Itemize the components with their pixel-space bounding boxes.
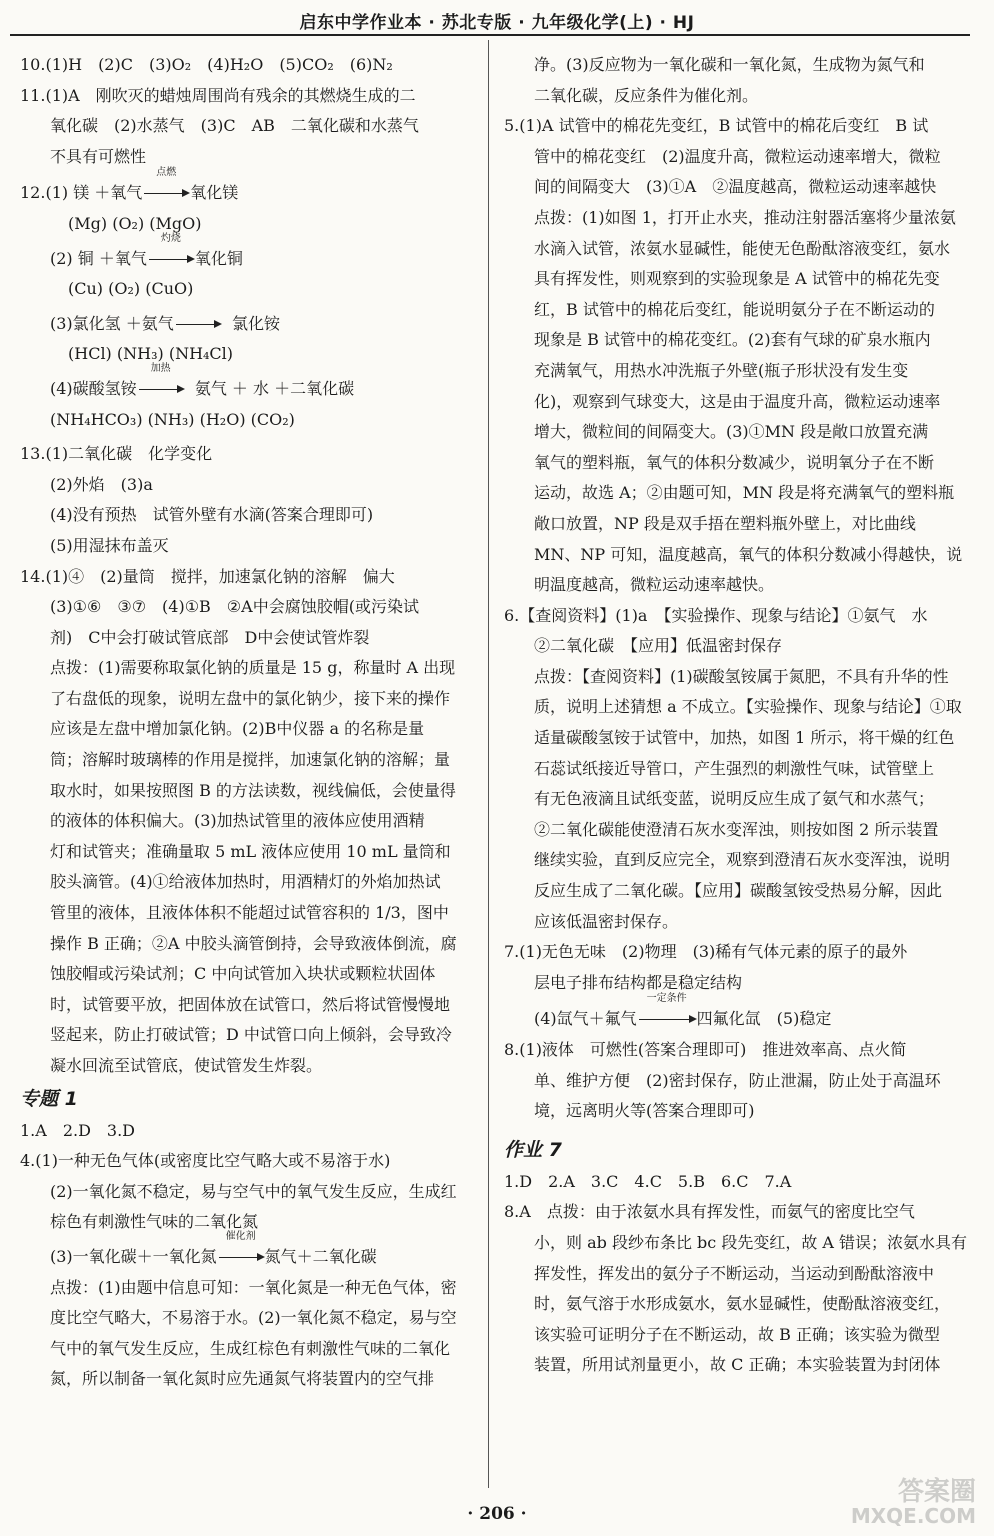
arrow-icon [149, 259, 193, 260]
answer-line: 剂) C中会打破试管底部 D中会使试管炸裂 [50, 627, 370, 647]
equation-reactants: (3)一氧化碳＋一氧化氮 [50, 1246, 217, 1266]
equation-line [504, 993, 976, 1035]
column-divider [488, 40, 489, 1488]
explanation-line: 氮，所以制备一氧化氮时应先通氮气将装置内的空气排 [50, 1369, 435, 1389]
explanation-line: 质，说明上述猜想 a 不成立。【实验操作、现象与结论】①取 [534, 697, 962, 717]
explanation-line: 灯和试管夹；准确量取 5 mL 液体应使用 10 mL 量筒和 [50, 841, 451, 861]
answer-line: 1.A 2.D 3.D [20, 1120, 136, 1140]
left-column [20, 50, 488, 1395]
explanation-line: 应该是左盘中增加氯化钠。(2)B中仪器 a 的名称是量 [50, 719, 425, 739]
explanation-line: 该实验可证明分子在不断运动，故 B 正确；该实验为微型 [534, 1324, 940, 1344]
equation-reactants: (4)碳酸氢铵 [50, 378, 137, 398]
explanation-line: 明温度越高，微粒运动速率越快。 [534, 575, 775, 595]
equation-products: 氨气 ＋ 水 ＋二氧化碳 [194, 378, 355, 398]
answer-line: 6.【查阅资料】(1)a 【实验操作、现象与结论】①氨气 水 [504, 605, 928, 625]
answer-line: 4.(1)一种无色气体(或密度比空气略大或不易溶于水) [20, 1151, 391, 1171]
watermark-line: MXQE.COM [850, 1504, 976, 1528]
answer-line: (2)一氧化氮不稳定，易与空气中的氧气发生反应，生成红 [50, 1181, 457, 1201]
equation-products: 氮气＋二氧化碳 [264, 1246, 377, 1266]
answer-line: 单、维护方便 (2)密封保存，防止泄漏，防止处于高温环 [534, 1070, 941, 1090]
reaction-arrow [174, 309, 222, 340]
explanation-line: 筒；溶解时玻璃棒的作用是搅拌，加速氯化钠的溶解；量 [50, 750, 451, 770]
answer-line: 1.D 2.A 3.C 4.C 5.B 6.C 7.A [504, 1171, 792, 1191]
formula-line: (Cu) (O₂) (CuO) [68, 279, 194, 299]
answer-line: 层电子排布结构都是稳定结构 [534, 972, 743, 992]
answer-line: (5)用湿抹布盖灭 [50, 535, 169, 555]
reaction-condition: 加热 [150, 362, 171, 374]
watermark [826, 1477, 976, 1530]
answer-line: 不具有可燃性 [50, 146, 147, 166]
answer-line: (4)没有预热 试管外壁有水滴(答案合理即可) [50, 505, 374, 525]
explanation-line: 敞口放置，NP 段是双手捂在塑料瓶外壁上，对比曲线 [534, 513, 916, 533]
reaction-arrow [147, 232, 195, 275]
answer-line: 13.(1)二氧化碳 化学变化 [20, 444, 213, 464]
explanation-line: 度比空气略大，不易溶于水。(2)一氧化氮不稳定，易与空 [50, 1308, 457, 1328]
answer-line: 7.(1)无色无味 (2)物理 (3)稀有气体元素的原子的最外 [504, 942, 908, 962]
explanation-line: 时，试管要平放，把固体放在试管口，然后将试管慢慢地 [50, 994, 451, 1014]
arrow-icon [639, 1019, 695, 1020]
answer-line: (2)外焰 (3)a [50, 474, 153, 494]
explanation-line: ②二氧化碳能使澄清石灰水变浑浊，则按如图 2 所示装置 [534, 819, 939, 839]
answer-line: 氧化碳 (2)水蒸气 (3)C AB 二氧化碳和水蒸气 [50, 116, 419, 136]
reaction-condition: 点燃 [156, 167, 177, 179]
explanation-line: 了右盘低的现象，说明左盘中的氯化钠少，接下来的操作 [50, 688, 451, 708]
explanation-line: 气中的氧气发生反应，生成红棕色有刺激性气味的二氧化 [50, 1338, 451, 1358]
explanation-line: 胶头滴管。(4)①给液体加热时，用酒精灯的外焰加热试 [50, 872, 441, 892]
equation-line [20, 309, 488, 340]
equation-line [20, 232, 488, 275]
arrow-icon [144, 193, 188, 194]
reaction-arrow [637, 993, 697, 1035]
arrow-icon [139, 389, 183, 390]
answer-line: 11.(1)A 刚吹灭的蜡烛周围尚有残余的其燃烧生成的二 [20, 85, 416, 105]
header-rule [10, 34, 970, 36]
explanation-line: 点拨：(1)需要称取氯化钠的质量是 15 g，称量时 A 出现 [50, 658, 456, 678]
section-heading: 作业 7 [504, 1138, 562, 1161]
answer-line: 管中的棉花变红 (2)温度升高，微粒运动速率增大，微粒 [534, 146, 941, 166]
answer-line: (3)①⑥ ③⑦ (4)①B ②A中会腐蚀胶帽(或污染试 [50, 597, 419, 617]
explanation-line: 具有挥发性，则观察到的实验现象是 A 试管中的棉花先变 [534, 269, 940, 289]
equation-line [20, 167, 488, 209]
explanation-line: 现象是 B 试管中的棉花变红。(2)套有气球的矿泉水瓶内 [534, 330, 931, 350]
equation-reactants: 12.(1) 镁 ＋氧气 [20, 183, 143, 203]
right-column [504, 50, 976, 1381]
explanation-line: 充满氧气，用热水冲洗瓶子外壁(瓶子形状没有发生变 [534, 360, 909, 380]
explanation-line: 操作 B 正确；②A 中胶头滴管倒持，会导致液体倒流，腐 [50, 933, 457, 953]
answer-line: 棕色有刺激性气味的二氧化氮 [50, 1212, 259, 1232]
arrow-icon [176, 324, 220, 325]
arrow-icon [219, 1257, 263, 1258]
explanation-line: 点拨：(1)由题中信息可知：一氧化氮是一种无色气体，密 [50, 1277, 457, 1297]
explanation-line: 小，则 ab 段纱布条比 bc 段先变红，故 A 错误；浓氨水具有 [534, 1232, 968, 1252]
explanation-line: 点拨：【查阅资料】(1)碳酸氢铵属于氮肥，不具有升华的性 [534, 666, 949, 686]
explanation-line: 适量碳酸氢铵于试管中，加热，如图 1 所示，将干燥的红色 [534, 728, 955, 748]
explanation-line: 二氧化碳，反应条件为催化剂。 [534, 85, 759, 105]
reaction-arrow [142, 167, 190, 209]
reaction-condition: 催化剂 [225, 1230, 256, 1242]
explanation-line: 取水时，如果按照图 B 的方法读数，视线偏低，会使量得 [50, 780, 456, 800]
explanation-line: 装置，所用试剂量更小，故 C 正确；本实验装置为封闭体 [534, 1355, 941, 1375]
explanation-line: 竖起来，防止打破试管；D 中试管口向上倾斜，会导致冷 [50, 1025, 452, 1045]
explanation-line: 反应生成了二氧化碳。【应用】碳酸氢铵受热易分解，因此 [534, 881, 943, 901]
explanation-line: 点拨：(1)如图 1，打开止水夹，推动注射器活塞将少量浓氨 [534, 207, 956, 227]
equation-line [20, 362, 488, 405]
explanation-line: 净。(3)反应物为一氧化碳和一氧化氮，生成物为氮气和 [534, 55, 925, 74]
answer-line: 5.(1)A 试管中的棉花先变红，B 试管中的棉花后变红 B 试 [504, 116, 929, 136]
explanation-line: 挥发性，挥发出的氨分子不断运动，当运动到酚酞溶液中 [534, 1263, 935, 1283]
formula-line: (Mg) (O₂) (MgO) [68, 213, 202, 233]
explanation-line: 有无色液滴且试纸变蓝，说明反应生成了氨气和水蒸气； [534, 789, 935, 809]
answer-line: 14.(1)④ (2)量筒 搅拌，加速氯化钠的溶解 偏大 [20, 566, 395, 586]
equation-line [20, 1230, 488, 1273]
answer-line: 8.A 点拨：由于浓氨水具有挥发性，而氨气的密度比空气 [504, 1202, 915, 1222]
explanation-line: 继续实验，直到反应完全，观察到澄清石灰水变浑浊，说明 [534, 850, 951, 870]
formula-line: (HCl) (NH₃) (NH₄Cl) [68, 344, 234, 364]
reaction-arrow [217, 1230, 265, 1273]
answer-line: 10.(1)H (2)C (3)O₂ (4)H₂O (5)CO₂ (6)N₂ [20, 55, 393, 74]
answer-line: 8.(1)液体 可燃性(答案合理即可) 推进效率高、点火简 [504, 1040, 907, 1059]
reaction-arrow [137, 362, 185, 405]
explanation-line: 红，B 试管中的棉花后变红，能说明氨分子在不断运动的 [534, 299, 935, 319]
equation-reactants: (2) 铜 ＋氧气 [50, 248, 147, 268]
explanation-line: 蚀胶帽或污染试剂；C 中向试管加入块状或颗粒状固体 [50, 964, 436, 984]
explanation-line: 氧气的塑料瓶，氧气的体积分数减少，说明氧分子在不断 [534, 452, 935, 472]
explanation-line: 的液体的体积偏大。(3)加热试管里的液体应使用酒精 [50, 811, 425, 831]
explanation-line: 运动，故选 A；②由题可知，MN 段是将充满氧气的塑料瓶 [534, 483, 955, 503]
reaction-condition: 一定条件 [646, 993, 687, 1005]
reaction-condition: 灼烧 [160, 232, 181, 244]
page-number: · 206 · [467, 1504, 527, 1524]
explanation-line: 增大，微粒间的间隔变大。(3)①MN 段是敞口放置充满 [534, 422, 929, 442]
equation-products: 氧化镁 [190, 183, 239, 203]
answer-line: ②二氧化碳 【应用】低温密封保存 [534, 636, 783, 656]
running-header: 启东中学作业本 · 苏北专版 · 九年级化学(上) · HJ [299, 13, 695, 33]
explanation-line: 应该低温密封保存。 [534, 911, 679, 931]
answer-line: 境，远离明火等(答案合理即可) [534, 1101, 755, 1121]
explanation-line: 凝水回流至试管底，使试管发生炸裂。 [50, 1056, 323, 1075]
equation-products: 四氟化氙 (5)稳定 [696, 1009, 832, 1029]
explanation-line: 管里的液体，且液体体积不能超过试管容积的 1/3，图中 [50, 903, 449, 923]
equation-reactants: (4)氙气＋氟气 [534, 1009, 637, 1029]
explanation-line: 水滴入试管，浓氨水显碱性，能使无色酚酞溶液变红，氨水 [534, 238, 951, 258]
equation-reactants: (3)氯化氢 ＋氨气 [50, 313, 174, 333]
explanation-line: MN、NP 可知，温度越高，氧气的体积分数减小得越快，说 [534, 544, 963, 564]
explanation-line: 时，氨气溶于水形成氨水，氨水显碱性，使酚酞溶液变红， [534, 1294, 951, 1314]
equation-products: 氯化铵 [231, 313, 280, 333]
explanation-line: 石蕊试纸接近导管口，产生强烈的刺激性气味，试管壁上 [534, 758, 935, 778]
section-heading: 专题 1 [20, 1087, 78, 1110]
answer-line: 间的间隔变大 (3)①A ②温度越高，微粒运动速率越快 [534, 177, 937, 197]
watermark-line: 答案圈 [897, 1477, 976, 1507]
equation-products: 氧化铜 [194, 248, 243, 268]
formula-line: (NH₄HCO₃) (NH₃) (H₂O) (CO₂) [50, 409, 295, 429]
explanation-line: 化)，观察到气球变大，这是由于温度升高，微粒运动速率 [534, 391, 941, 411]
